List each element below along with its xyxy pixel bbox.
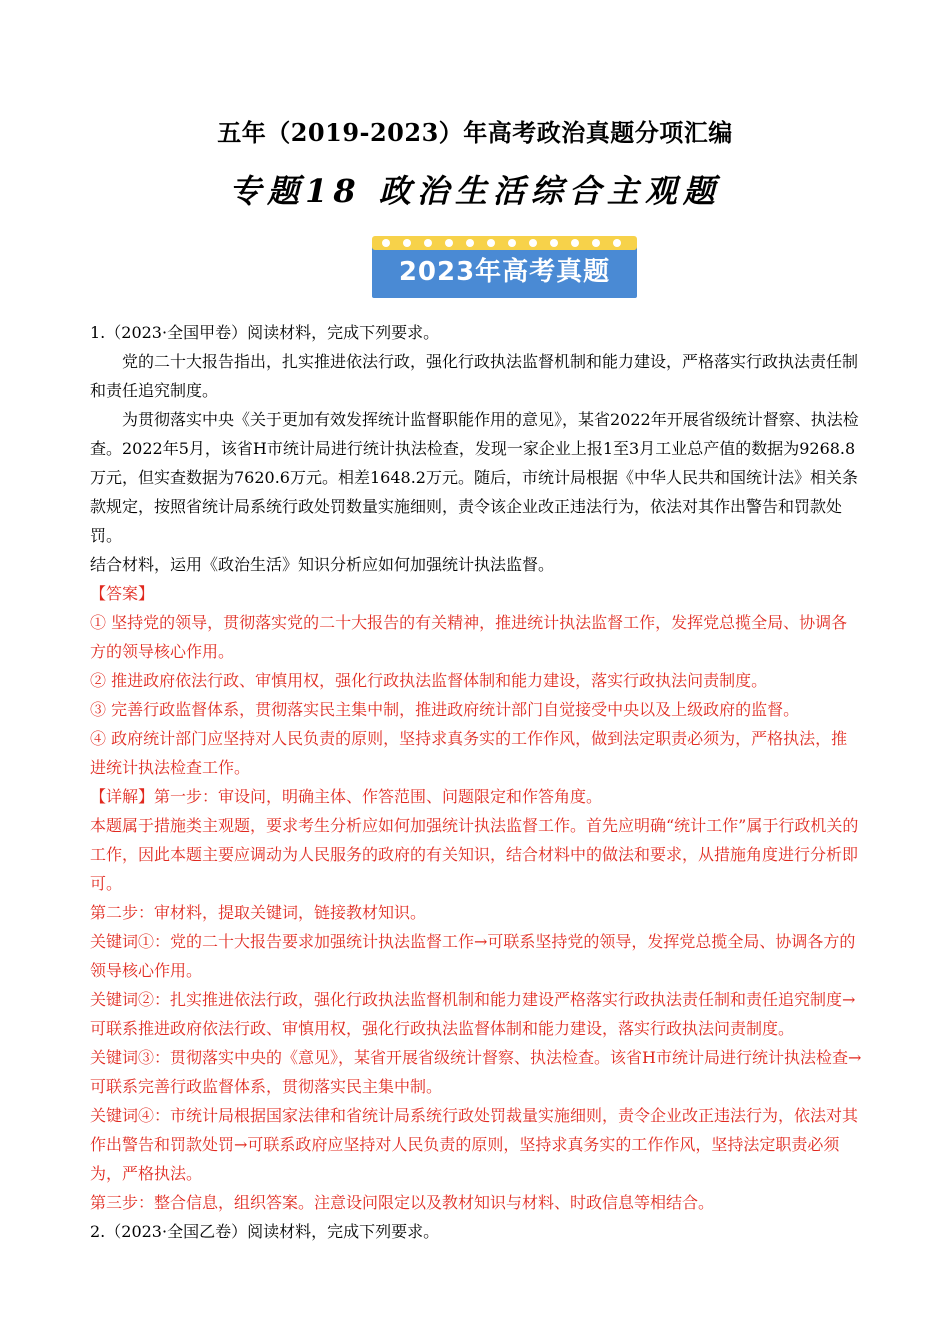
- detail-step-3: 第三步：整合信息，组织答案。注意设问限定以及教材知识与材料、时政信息等相结合。: [90, 1193, 715, 1212]
- keyword-1: 关键词①：党的二十大报告要求加强统计执法监督工作→可联系坚持党的领导，发挥党总揽全局、协调各方的领导核心作用。: [90, 932, 856, 980]
- question-1-ask: 结合材料，运用《政治生活》知识分析应如何加强统计执法监督。: [90, 555, 555, 574]
- detail-step-1: 第一步：审设问，明确主体、作答范围、问题限定和作答角度。: [154, 787, 603, 806]
- question-1-stem: 1.（2023·全国甲卷）阅读材料，完成下列要求。: [90, 323, 440, 342]
- question-content: [90, 318, 862, 1246]
- question-2-stem: 2.（2023·全国乙卷）阅读材料，完成下列要求。: [90, 1222, 440, 1241]
- answer-item-4: ④ 政府统计部门应坚持对人民负责的原则，坚持求真务实的工作作风，做到法定职责必须为，严格执法，推进统计执法检查工作。: [90, 729, 848, 777]
- answer-item-2: ② 推进政府依法行政、审慎用权，强化行政执法监督体制和能力建设，落实行政执法问责制度。: [90, 671, 768, 690]
- section-banner: [372, 236, 637, 298]
- detail-step-1-line: [90, 782, 862, 811]
- detail-step-1-text: 本题属于措施类主观题，要求考生分析应如何加强统计执法监督工作。首先应明确“统计工作”属于行政机关的工作，因此本题主要应调动为人民服务的政府的有关知识，结合材料中的做法和要求，从措施角度进行分析即可。: [90, 816, 859, 893]
- answer-tag: 【答案】: [90, 584, 155, 603]
- series-title: 五年（2019-2023）年高考政治真题分项汇编: [217, 118, 733, 147]
- keyword-4: 关键词④：市统计局根据国家法律和省统计局系统行政处罚裁量实施细则，责令企业改正违法行为，依法对其作出警告和罚款处罚→可联系政府应坚持对人民负责的原则，坚持求真务实的工作作风，坚持法定职责必须为，严格执法。: [90, 1106, 859, 1183]
- material-paragraph-1: 党的二十大报告指出，扎实推进依法行政，强化行政执法监督机制和能力建设，严格落实行政执法责任制和责任追究制度。: [90, 352, 859, 400]
- banner-label: 2023年高考真题: [398, 257, 611, 287]
- keyword-3: 关键词③：贯彻落实中央的《意见》，某省开展省级统计督察、执法检查。该省H市统计局进行统计执法检查→可联系完善行政监督体系，贯彻落实民主集中制。: [90, 1048, 862, 1096]
- answer-item-3: ③ 完善行政监督体系，贯彻落实民主集中制，推进政府统计部门自觉接受中央以及上级政府的监督。: [90, 700, 800, 719]
- topic-title: 专题18 政治生活综合主观题: [229, 172, 721, 210]
- keyword-2: 关键词②：扎实推进依法行政，强化行政执法监督机制和能力建设严格落实行政执法责任制和责任追究制度→可联系推进政府依法行政、审慎用权，强化行政执法监督体制和能力建设，落实行政执法问责制度。: [90, 990, 856, 1038]
- detail-tag: 【详解】: [90, 787, 155, 806]
- detail-step-2: 第二步：审材料，提取关键词，链接教材知识。: [90, 903, 427, 922]
- answer-item-1: ① 坚持党的领导，贯彻落实党的二十大报告的有关精神，推进统计执法监督工作，发挥党总揽全局、协调各方的领导核心作用。: [90, 613, 848, 661]
- material-paragraph-2: 为贯彻落实中央《关于更加有效发挥统计监督职能作用的意见》，某省2022年开展省级统计督察、执法检查。2022年5月，该省H市统计局进行统计执法检查，发现一家企业上报1至3月工业总产值的数据为9268.8万元，但实查数据为7620.6万元。相差1648.2万元。随后，市统计局根据《中华人民共和国统计法》相关条款规定，按照省统计局系统行政处罚数量实施细则，责令该企业改正违法行为，依法对其作出警告和罚款处罚。: [90, 410, 859, 545]
